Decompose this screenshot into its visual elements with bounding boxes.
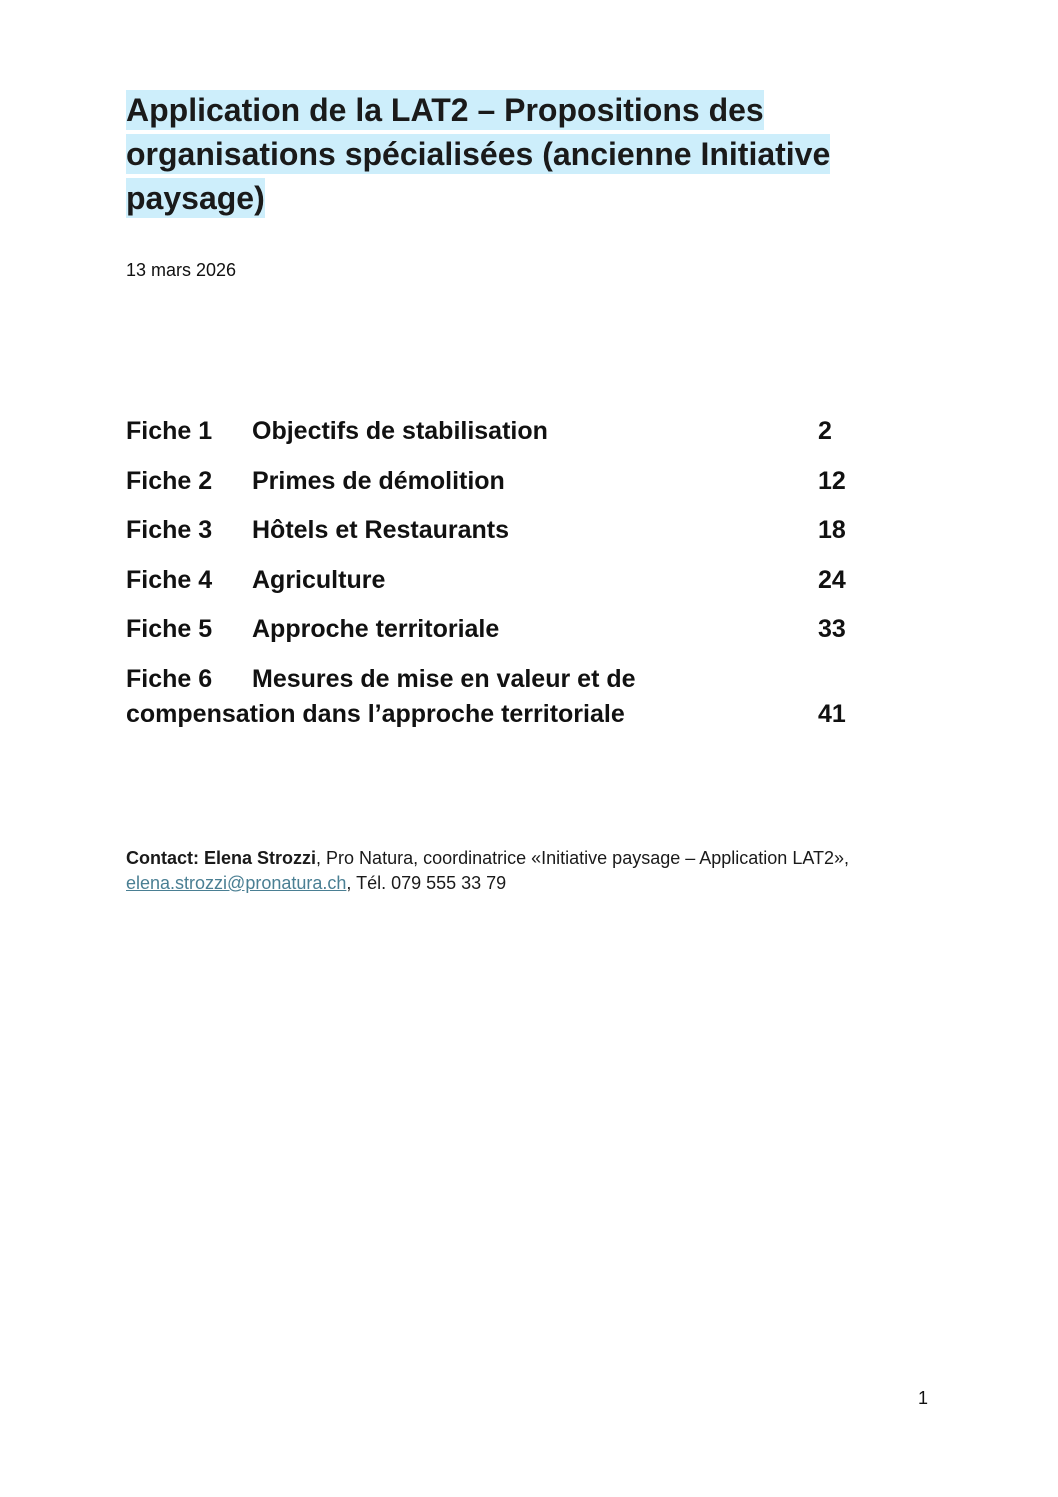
toc-entry-label: Fiche 5 [126,615,213,643]
toc-entry-page: 41 [818,699,846,728]
toc-entry-title-line-1: Mesures de mise en valeur et de [252,664,636,693]
toc-entry-page: 12 [818,466,846,495]
contact-block [126,846,946,896]
contact-email-link[interactable]: elena.strozzi@pronatura.ch [126,873,347,893]
toc-entry-label: Fiche 2 [126,466,213,495]
title-line-3: paysage) [126,180,265,216]
toc-entry-title: Primes de démolition [252,466,505,495]
toc-entry-label: Fiche 3 [126,516,213,544]
toc-entry-fiche-6 [126,662,886,732]
toc-entry-title-line-2: compensation dans l’approche territoriale [126,699,625,728]
toc-entry-page: 24 [818,565,846,594]
toc-entry-fiche-4 [126,563,886,598]
title-line-1: Application de la LAT2 – Propositions des [126,92,764,128]
contact-prefix: Contact: [126,848,199,868]
toc-entry-label: Fiche 1 [126,417,213,445]
toc-entry-page: 33 [818,615,846,643]
toc-entry-title: Approche territoriale [252,615,500,643]
toc-entry-page: 2 [818,417,832,445]
toc-entry-title: Hôtels et Restaurants [252,516,510,544]
toc-entry-fiche-1 [126,414,886,449]
toc-entry-label: Fiche 6 [126,664,213,693]
contact-phone: , Tél. 079 555 33 79 [346,873,507,893]
contact-details: , Pro Natura, coordinatrice «Initiative paysage – Application LAT2», [316,848,850,868]
toc-entry-label: Fiche 4 [126,565,213,594]
table-of-contents [126,414,886,746]
toc-entry-title: Agriculture [252,565,386,594]
document-date: 13 mars 2026 [126,260,237,280]
page-number: 1 [918,1388,929,1408]
toc-entry-page: 18 [818,516,846,544]
title-line-2: organisations spécialisées (ancienne Initiative [126,136,831,172]
toc-entry-fiche-2 [126,464,886,499]
toc-entry-fiche-5 [126,612,886,647]
toc-entry-title: Objectifs de stabilisation [252,417,548,445]
document-title [126,88,926,220]
contact-name: Elena Strozzi [204,848,317,868]
toc-entry-fiche-3 [126,513,886,548]
